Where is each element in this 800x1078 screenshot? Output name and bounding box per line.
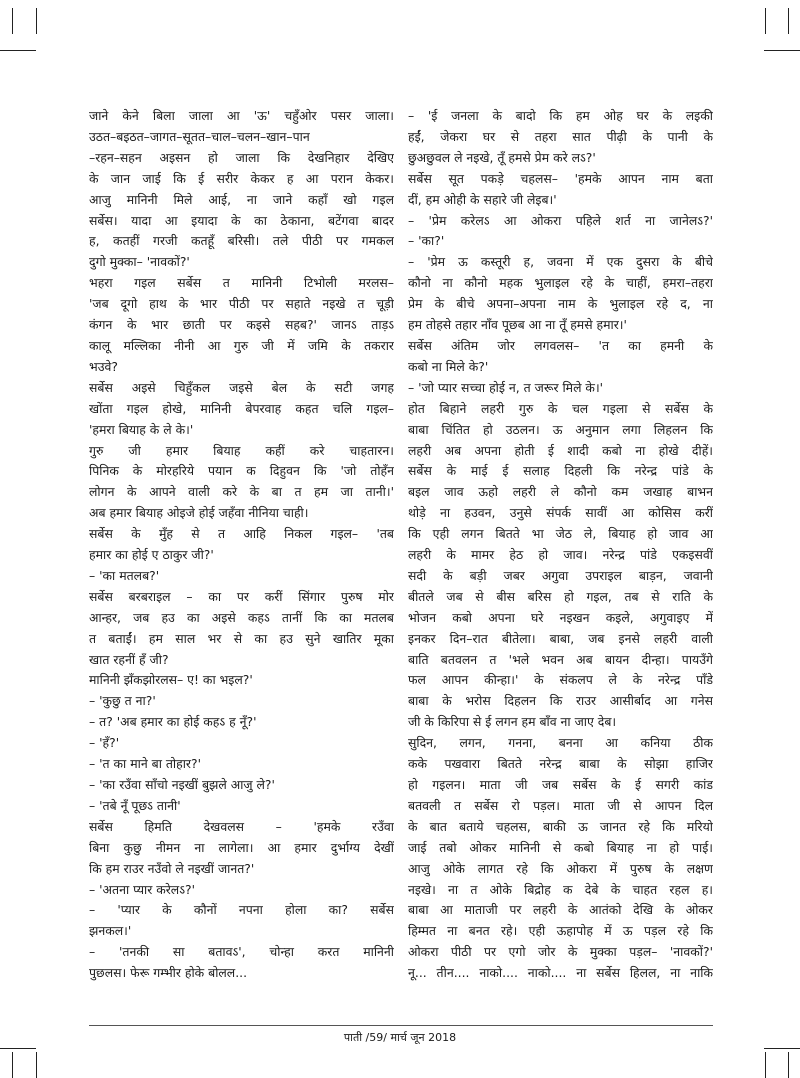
left-line: – 'तनकी सा बतावऽ', चोन्हा करत मानिनी — [89, 944, 394, 960]
right-line: बाबा आ माताजी पर लहरी के आतंको देखि के ओकर — [408, 902, 713, 918]
right-line: बतवली त सर्बेस रो पड़ल। माता जी से आपन दिल — [408, 797, 713, 813]
right-line: – 'का?' — [408, 233, 445, 249]
right-line: लहरी अब अपना होती ई शादी कबो ना होखे दीहें। — [408, 442, 713, 458]
right-line: नइखे। ना त ओके बिद्रोह क देबे के चाहत रहल ह। — [408, 881, 713, 897]
left-line: बिना कुछु नीमन ना लागेला। आ हमार दुर्भाग्य देखीं — [89, 839, 394, 855]
right-line: – 'प्रेम करेलऽ आ ओकरा पहिले शर्त ना जानेलऽ?' — [408, 212, 713, 228]
right-line: बाति बतवलन त 'भले भवन अब बायन दीन्हा। पायउँगे — [408, 651, 713, 667]
crop-mark — [764, 1048, 800, 1049]
left-line: के जान जाई कि ई सरीर केकर ह आ परान केकर। — [89, 170, 394, 186]
right-line: कि एही लगन बितते भा जेठ ले, बियाह हो जाव आ — [408, 526, 713, 542]
right-line: – 'प्रेम ऊ कस्तूरी ह, जवना में एक दुसरा के बीचे — [408, 254, 713, 270]
right-line: भोजन कबो अपना घरे नइखन कइले, अगुवाइए में — [408, 609, 713, 625]
crop-mark — [12, 8, 13, 34]
left-line: उठत–बइठत–जागत–सूतत–चाल–चलन–खान–पान — [89, 128, 310, 144]
right-line: बाबा के भरोस दिहलन कि राउर आसीर्बाद आ गनेस — [408, 693, 713, 709]
right-line: हईं, जेकरा घर से तहरा सात पीढ़ी के पानी के — [408, 128, 713, 144]
left-line: –रहन–सहन अइसन हो जाला कि देखनिहार देखिए — [89, 149, 394, 165]
left-line: अब हमार बियाह ओइजे होई जहँवा नीनिया चाही। — [89, 505, 309, 521]
crop-mark — [765, 1052, 766, 1078]
right-line: दीं, हम ओही के सहारे जी लेइब।' — [408, 191, 557, 207]
left-line: ह, कतहीं गरजी कतहूँ बरिसी। तले पीठी पर गमकल — [89, 233, 394, 249]
left-line: हमार का होई ए ठाकुर जी?' — [89, 547, 214, 563]
left-line: सर्बेस अइसे चिहुँकल जइसे बेल के सटी जगह — [89, 379, 394, 395]
right-line: बीतले जब से बीस बरिस हो गइल, तब से राति के — [408, 588, 713, 604]
left-line: – 'त का माने बा तोहार?' — [89, 756, 201, 772]
right-line: फल आपन कीन्हा।' के संकलप ले के नरेन्द्र पाँडे — [408, 672, 713, 688]
left-line: खात रहनीं हँ जी? — [89, 651, 169, 667]
right-line: छुअछुवल ले नइखे, तूँ हमसे प्रेम करे लऽ?' — [408, 149, 596, 165]
left-line: 'हमरा बियाह के ले के।' — [89, 421, 194, 437]
left-line: पुछलस। फेरू गम्भीर होके बोलल... — [89, 965, 248, 981]
crop-mark — [764, 50, 800, 51]
left-line: सर्बेस हिमति देखवलस – 'हमके रउँवा — [89, 818, 394, 834]
right-line: बइल जाव ऊहो लहरी ले कौनो कम जखाह बाभन — [408, 484, 713, 500]
left-line: – 'अतना प्यार करेलऽ?' — [89, 881, 195, 897]
right-line: सदी के बड़ी जबर अगुवा उपराइल बाड़न, जवानी — [408, 567, 713, 583]
right-line: आजु ओके लागत रहे कि ओकरा में पुरुष के लक्षण — [408, 860, 713, 876]
left-line: खोंता गइल होखे, मानिनी बेपरवाह कहत चलि गइल– — [89, 400, 394, 416]
left-line: – 'हँ?' — [89, 735, 120, 751]
right-line: इनकर दिन–रात बीतेला। बाबा, जब इनसे लहरी वाली — [408, 630, 713, 646]
right-line: जी के किरिपा से ई लगन हम बाँव ना जाए देब। — [408, 714, 617, 730]
left-line: – त? 'अब हमार का होई कहऽ ह नूँ?' — [89, 714, 257, 730]
right-line: लहरी के मामर हेठ हो जाव। नरेन्द्र पांडे एकइसवीं — [408, 547, 713, 563]
left-line: 'जब दूगो हाथ के भार पीठी पर सहाते नइखे त चूड़ी — [89, 296, 394, 312]
right-line: जाई तबो ओकर मानिनी से कबो बियाह ना हो पाई। — [408, 839, 713, 855]
left-line: भउवे? — [89, 358, 118, 374]
crop-mark — [12, 1052, 13, 1078]
right-line: कके पखवारा बितते नरेन्द्र बाबा के सोझा हाजिर — [408, 756, 713, 772]
right-line: के बात बताये चहलस, बाकी ऊ जानत रहे कि मरियो — [408, 818, 713, 834]
left-line: सर्बेस के मुँह से त आहि निकल गइल– 'तब — [89, 526, 394, 542]
crop-mark — [0, 50, 36, 51]
left-line: कि हम राउर नउँवो ले नइखीं जानत?' — [89, 860, 255, 876]
left-column — [89, 106, 394, 984]
right-line: सर्बेस अंतिम जोर लगवलस– 'त का हमनी के — [408, 337, 713, 353]
left-line: – 'प्यार के कौनों नपना होला का? सर्बेस — [89, 902, 394, 918]
left-line: कंगन के भार छाती पर कइसे सहब?' जानऽ ताड़ऽ — [89, 317, 394, 333]
right-line: – 'जो प्यार सच्चा होई न, त जरूर मिले के।' — [408, 379, 604, 395]
left-line: भहरा गइल सर्बेस त मानिनी टिभोली मरलस– — [89, 275, 394, 291]
left-line: – 'कुछु त ना?' — [89, 693, 156, 709]
crop-mark — [765, 8, 766, 34]
right-line: कौनो ना कौनो महक भुलाइल रहे के चाहीं, हमरा–तहरा — [408, 275, 713, 291]
crop-mark — [36, 1052, 37, 1078]
left-line: सर्बेस। यादा आ इयादा के का ठेकाना, बटेंगवा बादर — [89, 212, 394, 228]
left-line: – 'का रउँवा साँचो नइखीं बुझले आजु ले?' — [89, 777, 275, 792]
left-line: जाने केने बिला जाला आ 'ऊ' चहुँओर पसर जाला। — [89, 108, 394, 123]
left-line: गुरु जी हमार बियाह कहीं करे चाहतारन। — [89, 442, 394, 458]
right-line: प्रेम के बीचे अपना–अपना नाम के भुलाइल रहे द, ना — [408, 296, 713, 312]
left-line: मानिनी झँकझोरलस– ए! का भइल?' — [89, 672, 253, 688]
right-line: हो गइलन। माता जी जब सर्बेस के ई सगरी कांड — [408, 777, 713, 792]
left-line: आजु मानिनी मिले आई, ना जाने कहाँ खो गइल — [89, 191, 394, 207]
right-line: कबो ना मिले के?' — [408, 358, 489, 374]
right-line: सुदिन, लगन, गनना, बनना आ कनिया ठीक — [408, 735, 713, 751]
left-line: दुगो मुक्का– 'नावकों?' — [89, 254, 190, 270]
left-line: पिनिक के मोरहरिये पयान क दिहुवन कि 'जो तोहँन — [89, 463, 394, 479]
left-line: लोगन के आपने वाली करे के बा त हम जा तानी।' — [89, 484, 394, 500]
right-line: नू... तीन.... नाको.... नाको.... ना सर्बेस हिलल, ना नाकि — [408, 965, 713, 981]
crop-mark — [36, 8, 37, 34]
left-line: झनकल।' — [89, 923, 132, 939]
right-line: हम तोहसे तहार नाँव पूछब आ ना तूँ हमसे हमार।' — [408, 317, 627, 333]
right-line: सर्बेस सूत पकड़े चहलस– 'हमके आपन नाम बता — [408, 170, 713, 186]
crop-mark — [0, 1048, 36, 1049]
crop-mark — [788, 1052, 789, 1078]
left-line: आन्हर, जब हउ का अइसे कहऽ तानीं कि का मतलब — [89, 609, 394, 625]
left-line: – 'का मतलब?' — [89, 567, 160, 583]
page-footer: पाती /59/ मार्च जून 2018 — [343, 1031, 457, 1044]
right-line: – 'ई जनला के बादो कि हम ओह घर के लइकी — [408, 108, 713, 123]
crop-mark — [788, 8, 789, 34]
right-line: थोड़े ना हउवन, उनुसे संपर्क सावीं आ कोसिस करीं — [408, 505, 713, 521]
right-line: बाबा चिंतित हो उठलन। ऊ अनुमान लगा लिहलन कि — [408, 421, 713, 437]
left-line: – 'तबे नूँ पूछऽ तानी' — [89, 797, 181, 813]
right-line: हिम्मत ना बनत रहे। एही ऊहापोह में ऊ पड़ल रहे कि — [408, 923, 713, 939]
left-line: त बताईं। हम साल भर से का हउ सुने खातिर मूका — [89, 630, 394, 646]
right-column — [408, 106, 713, 984]
right-line: सर्बेस के माई ई सलाह दिहली कि नरेन्द्र पांडे के — [408, 463, 713, 479]
left-line: सर्बेस बरबराइल – का पर करीं सिंगार पुरुष मोर — [89, 588, 394, 604]
right-line: ओकरा पीठी पर एगो जोर के मुक्का पड़ल– 'नावकों?' — [408, 944, 713, 960]
left-line: कालू मल्लिका नीनी आ गुरु जी में जमि के तकरार — [89, 337, 394, 353]
right-line: होत बिहाने लहरी गुरु के चल गइला से सर्बेस के — [408, 400, 713, 416]
footer-rule — [89, 1025, 713, 1026]
